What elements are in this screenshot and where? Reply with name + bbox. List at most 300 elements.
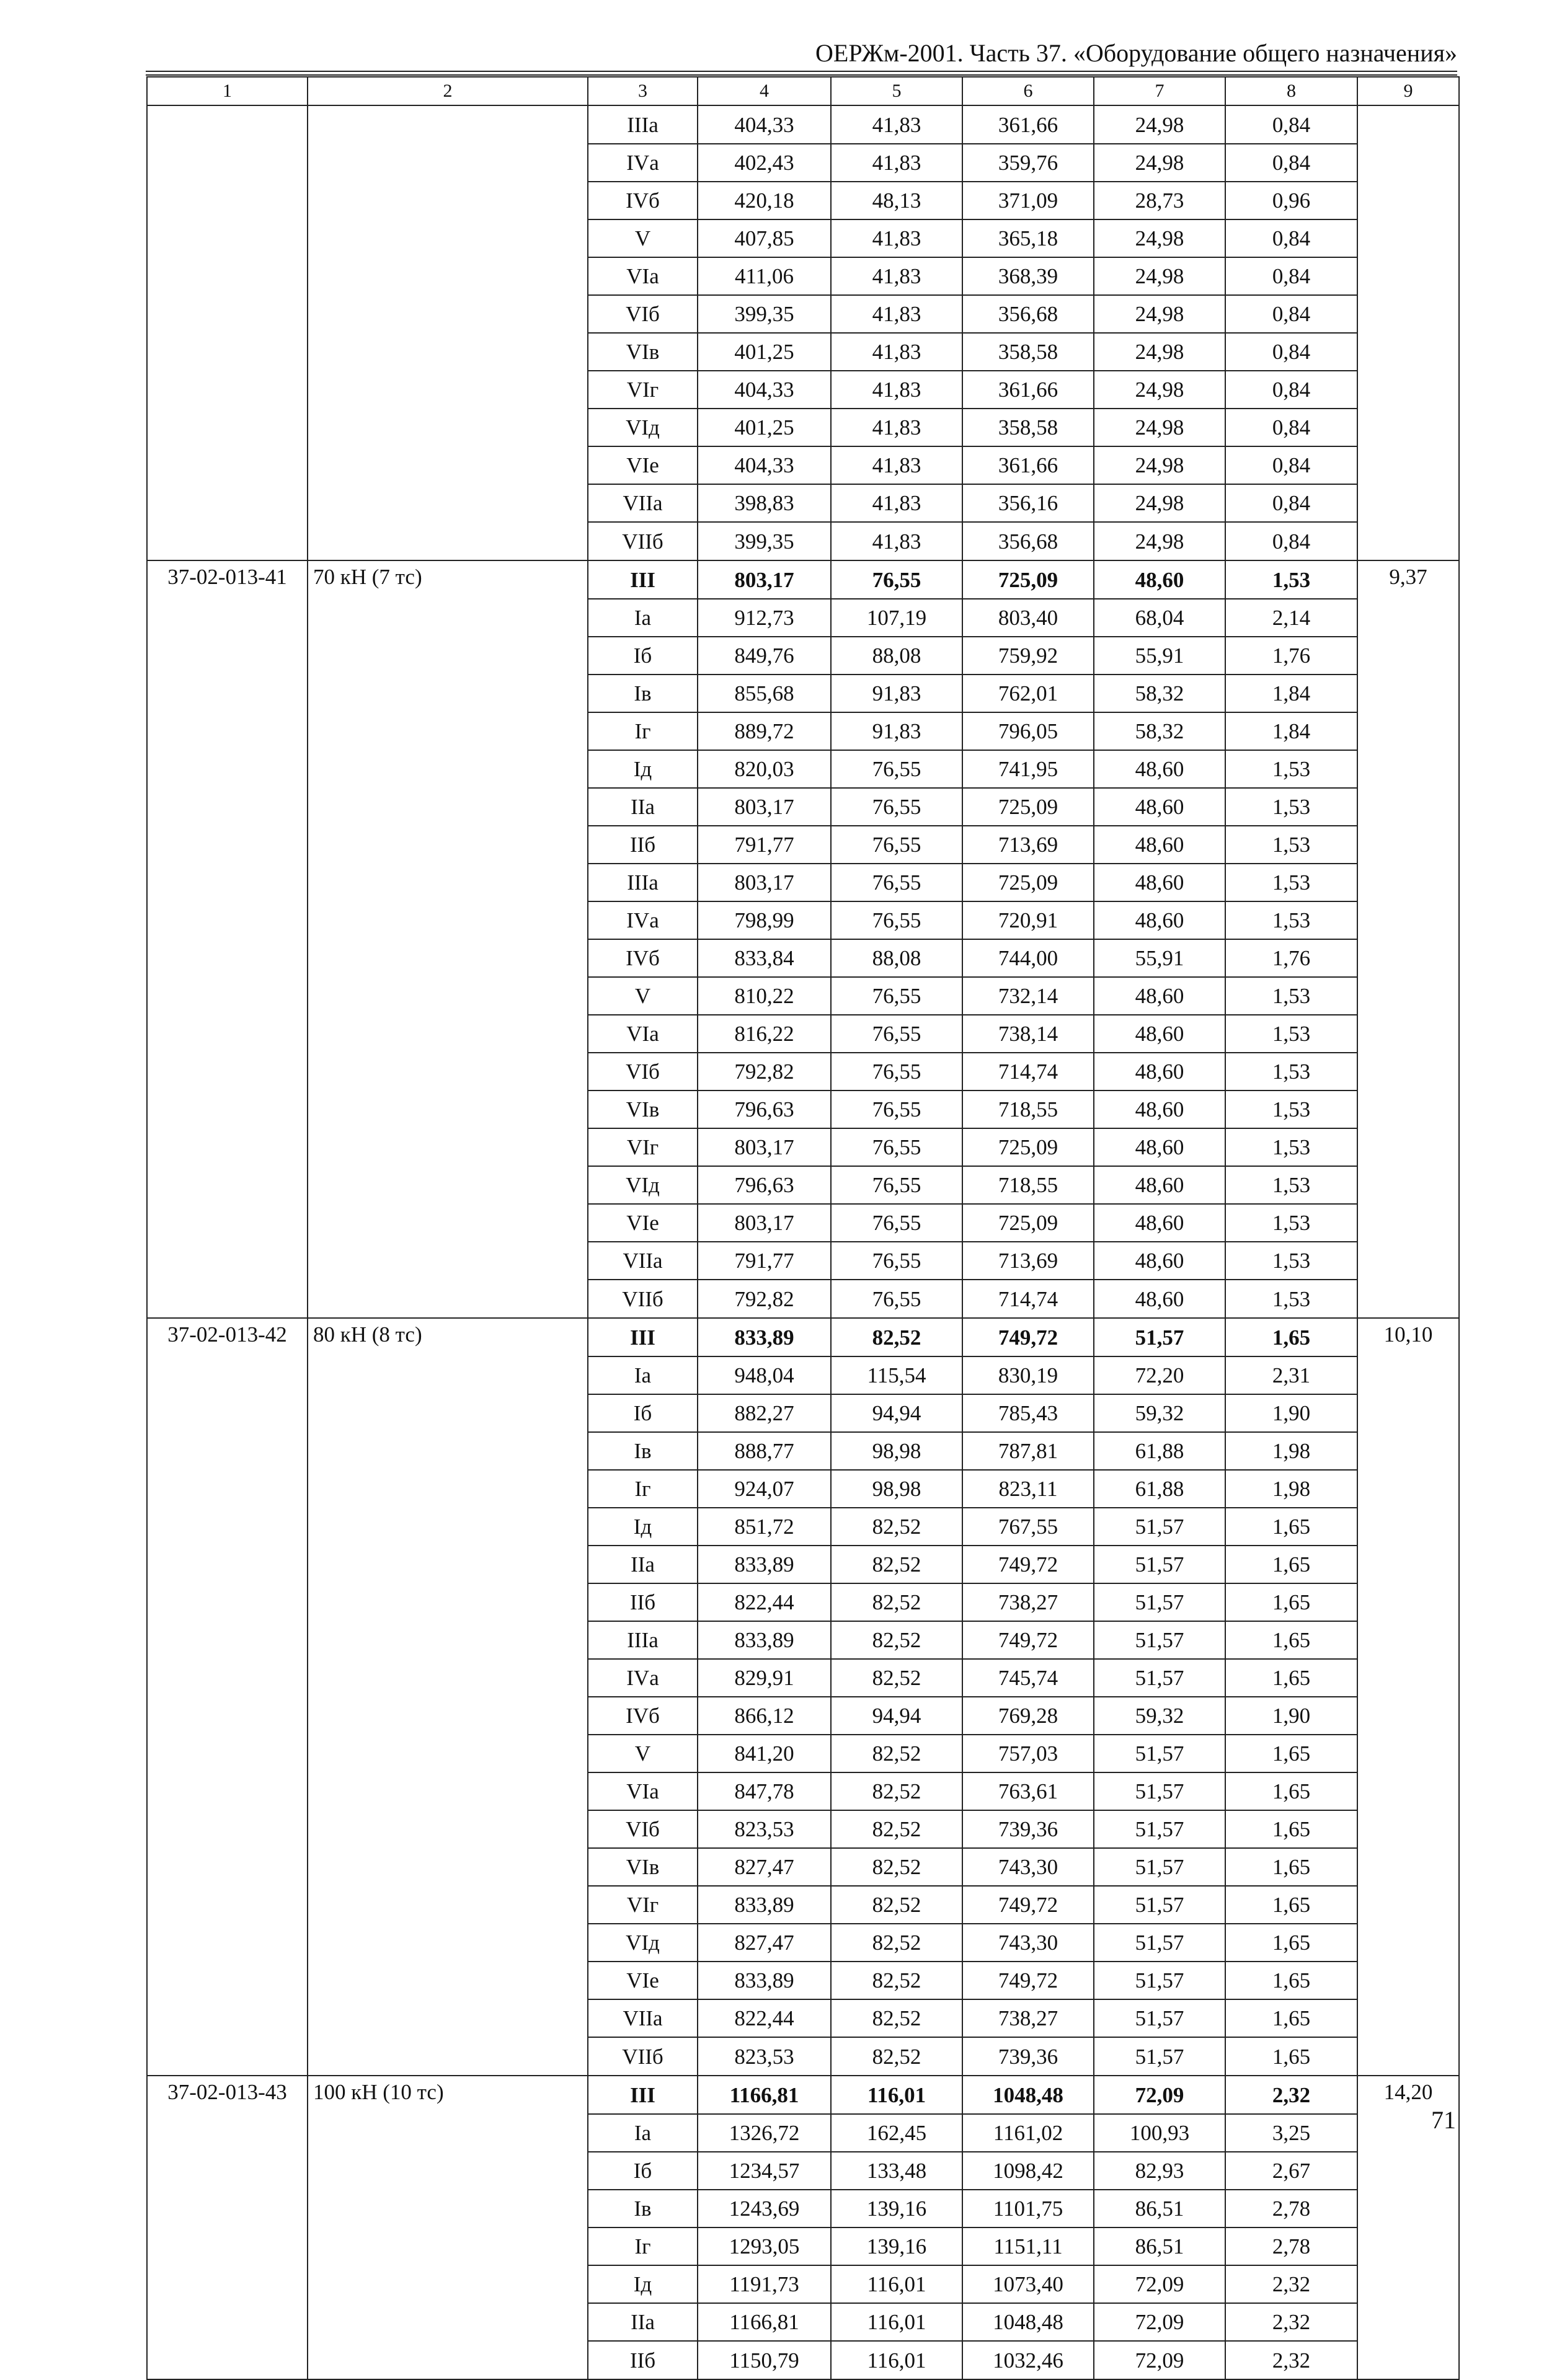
- value-cell: 55,91: [1094, 637, 1225, 675]
- value-cell: 0,84: [1225, 409, 1357, 446]
- table-row: [147, 446, 1459, 484]
- value-cell: 1,53: [1225, 1053, 1357, 1090]
- rate-code-cell: [147, 1394, 308, 1432]
- value-cell: 948,04: [698, 1356, 831, 1394]
- value-cell: 827,47: [698, 1848, 831, 1886]
- rate-name-cell: [308, 2303, 588, 2341]
- zone-cell: VIIа: [588, 484, 698, 522]
- zone-cell: VIг: [588, 371, 698, 409]
- rate-name-cell: [308, 750, 588, 788]
- value-cell: 816,22: [698, 1015, 831, 1053]
- rate-name-cell: [308, 1659, 588, 1697]
- value-cell: 48,13: [831, 182, 962, 219]
- value-cell: 803,17: [698, 1128, 831, 1166]
- table-row: [147, 1053, 1459, 1090]
- value-cell: 115,54: [831, 1356, 962, 1394]
- value-cell: 82,52: [831, 1583, 962, 1621]
- table-row: [147, 522, 1459, 560]
- rate-name-cell: [308, 295, 588, 333]
- value-cell: 41,83: [831, 219, 962, 257]
- value-cell: 58,32: [1094, 712, 1225, 750]
- value-cell: 1150,79: [698, 2341, 831, 2379]
- value-cell: 51,57: [1094, 1886, 1225, 1924]
- rate-code-cell: [147, 1583, 308, 1621]
- rate-name-cell: [308, 1962, 588, 1999]
- value-cell: 24,98: [1094, 219, 1225, 257]
- value-cell: 1,53: [1225, 977, 1357, 1015]
- table-row: [147, 1886, 1459, 1924]
- table-row: [147, 2076, 1459, 2114]
- value-cell: 61,88: [1094, 1432, 1225, 1470]
- value-cell: 82,52: [831, 1659, 962, 1697]
- column9-cell: [1357, 295, 1459, 333]
- rate-name-cell: [308, 1015, 588, 1053]
- header-rule: [146, 71, 1457, 72]
- table-row: [147, 484, 1459, 522]
- value-cell: 76,55: [831, 826, 962, 864]
- rate-name-cell: [308, 219, 588, 257]
- value-cell: 72,20: [1094, 1356, 1225, 1394]
- value-cell: 24,98: [1094, 484, 1225, 522]
- zone-cell: VIв: [588, 1848, 698, 1886]
- zone-cell: Iд: [588, 1508, 698, 1546]
- value-cell: 725,09: [962, 1128, 1094, 1166]
- value-cell: 1,65: [1225, 1924, 1357, 1962]
- table-row: [147, 2152, 1459, 2190]
- value-cell: 769,28: [962, 1697, 1094, 1735]
- zone-cell: Iа: [588, 2114, 698, 2152]
- column9-cell: [1357, 2190, 1459, 2227]
- column9-cell: [1357, 1848, 1459, 1886]
- table-row: [147, 1621, 1459, 1659]
- value-cell: 48,60: [1094, 901, 1225, 939]
- value-cell: 82,52: [831, 1772, 962, 1810]
- rate-name-cell: [308, 144, 588, 182]
- zone-cell: Iа: [588, 599, 698, 637]
- value-cell: 51,57: [1094, 1546, 1225, 1583]
- rate-name-cell: [308, 1280, 588, 1318]
- value-cell: 24,98: [1094, 409, 1225, 446]
- value-cell: 833,89: [698, 1886, 831, 1924]
- value-cell: 798,99: [698, 901, 831, 939]
- table-row: [147, 2227, 1459, 2265]
- zone-cell: Iв: [588, 1432, 698, 1470]
- column9-cell: [1357, 333, 1459, 371]
- value-cell: 830,19: [962, 1356, 1094, 1394]
- zone-cell: Iд: [588, 2265, 698, 2303]
- rate-name-cell: [308, 1356, 588, 1394]
- value-cell: 2,32: [1225, 2265, 1357, 2303]
- value-cell: 725,09: [962, 560, 1094, 599]
- table-row: [147, 257, 1459, 295]
- value-cell: 399,35: [698, 522, 831, 560]
- zone-cell: IIб: [588, 826, 698, 864]
- value-cell: 1048,48: [962, 2076, 1094, 2114]
- rate-code-cell: [147, 901, 308, 939]
- value-cell: 48,60: [1094, 1166, 1225, 1204]
- rate-code-cell: [147, 105, 308, 144]
- column9-cell: [1357, 1394, 1459, 1432]
- value-cell: 51,57: [1094, 1318, 1225, 1356]
- zone-cell: IIа: [588, 1546, 698, 1583]
- column9-cell: [1357, 1508, 1459, 1546]
- value-cell: 1,53: [1225, 826, 1357, 864]
- rate-name-cell: [308, 2152, 588, 2190]
- value-cell: 76,55: [831, 977, 962, 1015]
- column9-cell: [1357, 1735, 1459, 1772]
- value-cell: 116,01: [831, 2341, 962, 2379]
- value-cell: 1,65: [1225, 1621, 1357, 1659]
- rate-name-cell: [308, 2190, 588, 2227]
- rate-code-cell: [147, 522, 308, 560]
- value-cell: 401,25: [698, 333, 831, 371]
- column-number: 4: [698, 77, 831, 105]
- column9-cell: [1357, 1090, 1459, 1128]
- zone-cell: IIб: [588, 2341, 698, 2379]
- table-row: [147, 219, 1459, 257]
- value-cell: 404,33: [698, 446, 831, 484]
- value-cell: 82,93: [1094, 2152, 1225, 2190]
- value-cell: 855,68: [698, 675, 831, 712]
- value-cell: 51,57: [1094, 1583, 1225, 1621]
- value-cell: 76,55: [831, 1053, 962, 1090]
- rate-code-cell: [147, 1128, 308, 1166]
- column9-cell: [1357, 864, 1459, 901]
- value-cell: 796,63: [698, 1090, 831, 1128]
- page-number: 71: [1431, 2106, 1456, 2134]
- table-row: [147, 333, 1459, 371]
- value-cell: 24,98: [1094, 371, 1225, 409]
- rate-code-cell: [147, 637, 308, 675]
- value-cell: 889,72: [698, 712, 831, 750]
- value-cell: 48,60: [1094, 1053, 1225, 1090]
- value-cell: 1032,46: [962, 2341, 1094, 2379]
- rate-code-cell: [147, 977, 308, 1015]
- table-row: [147, 1242, 1459, 1280]
- value-cell: 48,60: [1094, 977, 1225, 1015]
- value-cell: 48,60: [1094, 788, 1225, 826]
- zone-cell: V: [588, 977, 698, 1015]
- column9-cell: [1357, 2152, 1459, 2190]
- value-cell: 833,84: [698, 939, 831, 977]
- value-cell: 1,65: [1225, 1772, 1357, 1810]
- value-cell: 1,65: [1225, 1546, 1357, 1583]
- value-cell: 91,83: [831, 675, 962, 712]
- value-cell: 162,45: [831, 2114, 962, 2152]
- zone-cell: VIв: [588, 1090, 698, 1128]
- value-cell: 98,98: [831, 1432, 962, 1470]
- value-cell: 738,27: [962, 1999, 1094, 2037]
- zone-cell: Iг: [588, 1470, 698, 1508]
- rate-code-cell: [147, 1090, 308, 1128]
- column-number-row: [147, 77, 1459, 105]
- value-cell: 823,53: [698, 1810, 831, 1848]
- rate-code-cell: [147, 1356, 308, 1394]
- table-row: [147, 1015, 1459, 1053]
- column9-cell: [1357, 750, 1459, 788]
- column9-cell: [1357, 371, 1459, 409]
- column9-cell: [1357, 1204, 1459, 1242]
- value-cell: 2,32: [1225, 2341, 1357, 2379]
- value-cell: 368,39: [962, 257, 1094, 295]
- value-cell: 1191,73: [698, 2265, 831, 2303]
- value-cell: 404,33: [698, 371, 831, 409]
- value-cell: 82,52: [831, 1735, 962, 1772]
- value-cell: 24,98: [1094, 333, 1225, 371]
- value-cell: 0,84: [1225, 484, 1357, 522]
- value-cell: 88,08: [831, 939, 962, 977]
- value-cell: 51,57: [1094, 2037, 1225, 2076]
- value-cell: 792,82: [698, 1053, 831, 1090]
- rate-code-cell: [147, 939, 308, 977]
- rate-code-cell: [147, 295, 308, 333]
- value-cell: 139,16: [831, 2190, 962, 2227]
- zone-cell: III: [588, 560, 698, 599]
- value-cell: 76,55: [831, 1242, 962, 1280]
- column9-cell: [1357, 901, 1459, 939]
- value-cell: 787,81: [962, 1432, 1094, 1470]
- value-cell: 82,52: [831, 1924, 962, 1962]
- value-cell: 1,53: [1225, 1090, 1357, 1128]
- value-cell: 76,55: [831, 1090, 962, 1128]
- value-cell: 407,85: [698, 219, 831, 257]
- zone-cell: IVб: [588, 182, 698, 219]
- rate-code-cell: [147, 1242, 308, 1280]
- column9-cell: [1357, 1924, 1459, 1962]
- column-number: 7: [1094, 77, 1225, 105]
- rate-code-cell: [147, 1848, 308, 1886]
- value-cell: 61,88: [1094, 1470, 1225, 1508]
- value-cell: 48,60: [1094, 864, 1225, 901]
- table-row: [147, 1204, 1459, 1242]
- value-cell: 718,55: [962, 1090, 1094, 1128]
- value-cell: 924,07: [698, 1470, 831, 1508]
- value-cell: 82,52: [831, 1318, 962, 1356]
- value-cell: 48,60: [1094, 1090, 1225, 1128]
- value-cell: 1,65: [1225, 1886, 1357, 1924]
- rate-name-cell: [308, 1697, 588, 1735]
- zone-cell: VIд: [588, 1166, 698, 1204]
- rate-name-cell: [308, 1810, 588, 1848]
- value-cell: 86,51: [1094, 2190, 1225, 2227]
- rate-name-cell: [308, 901, 588, 939]
- value-cell: 2,78: [1225, 2190, 1357, 2227]
- value-cell: 1,53: [1225, 1204, 1357, 1242]
- zone-cell: VIа: [588, 1015, 698, 1053]
- column-number: 1: [147, 77, 308, 105]
- value-cell: 1,98: [1225, 1432, 1357, 1470]
- rate-code-cell: [147, 2227, 308, 2265]
- value-cell: 1161,02: [962, 2114, 1094, 2152]
- rate-code-cell: [147, 2265, 308, 2303]
- table-row: [147, 1810, 1459, 1848]
- rate-name-cell: [308, 1886, 588, 1924]
- zone-cell: IVб: [588, 939, 698, 977]
- value-cell: 2,14: [1225, 599, 1357, 637]
- rate-code-cell: [147, 2114, 308, 2152]
- table-row: [147, 105, 1459, 144]
- value-cell: 51,57: [1094, 1924, 1225, 1962]
- value-cell: 1293,05: [698, 2227, 831, 2265]
- table-row: [147, 1546, 1459, 1583]
- table-row: [147, 1432, 1459, 1470]
- value-cell: 82,52: [831, 1546, 962, 1583]
- value-cell: 82,52: [831, 1999, 962, 2037]
- rate-name-cell: [308, 1924, 588, 1962]
- value-cell: 1,65: [1225, 1999, 1357, 2037]
- value-cell: 48,60: [1094, 826, 1225, 864]
- value-cell: 41,83: [831, 257, 962, 295]
- zone-cell: Iг: [588, 712, 698, 750]
- value-cell: 0,96: [1225, 182, 1357, 219]
- zone-cell: VIIб: [588, 1280, 698, 1318]
- rate-code-cell: [147, 371, 308, 409]
- rate-code-cell: [147, 257, 308, 295]
- value-cell: 1,65: [1225, 1583, 1357, 1621]
- rate-code-cell: [147, 1470, 308, 1508]
- rate-code-cell: [147, 1432, 308, 1470]
- zone-cell: V: [588, 1735, 698, 1772]
- value-cell: 1,53: [1225, 901, 1357, 939]
- value-cell: 51,57: [1094, 1848, 1225, 1886]
- value-cell: 2,67: [1225, 2152, 1357, 2190]
- value-cell: 3,25: [1225, 2114, 1357, 2152]
- zone-cell: IIIа: [588, 864, 698, 901]
- zone-cell: IVб: [588, 1697, 698, 1735]
- value-cell: 116,01: [831, 2076, 962, 2114]
- column-number: 5: [831, 77, 962, 105]
- value-cell: 720,91: [962, 901, 1094, 939]
- table-row: [147, 1735, 1459, 1772]
- rate-name-cell: [308, 1546, 588, 1583]
- value-cell: 82,52: [831, 1962, 962, 1999]
- value-cell: 133,48: [831, 2152, 962, 2190]
- value-cell: 1,65: [1225, 1735, 1357, 1772]
- value-cell: 827,47: [698, 1924, 831, 1962]
- table-row: [147, 2341, 1459, 2379]
- column9-cell: [1357, 675, 1459, 712]
- value-cell: 41,83: [831, 105, 962, 144]
- rate-code-cell: [147, 1508, 308, 1546]
- table-row: [147, 1280, 1459, 1318]
- value-cell: 76,55: [831, 1204, 962, 1242]
- table-row: [147, 371, 1459, 409]
- value-cell: 803,40: [962, 599, 1094, 637]
- value-cell: 1,53: [1225, 1128, 1357, 1166]
- value-cell: 98,98: [831, 1470, 962, 1508]
- value-cell: 51,57: [1094, 1735, 1225, 1772]
- rates-table: [146, 76, 1460, 2380]
- zone-cell: III: [588, 1318, 698, 1356]
- zone-cell: V: [588, 219, 698, 257]
- rate-code-cell: [147, 1962, 308, 1999]
- column9-cell: [1357, 1962, 1459, 1999]
- value-cell: 76,55: [831, 1280, 962, 1318]
- table-row: [147, 1999, 1459, 2037]
- column9-cell: [1357, 788, 1459, 826]
- value-cell: 88,08: [831, 637, 962, 675]
- value-cell: 361,66: [962, 446, 1094, 484]
- rate-name-cell: [308, 1053, 588, 1090]
- value-cell: 51,57: [1094, 1508, 1225, 1546]
- value-cell: 94,94: [831, 1697, 962, 1735]
- value-cell: 48,60: [1094, 1128, 1225, 1166]
- value-cell: 763,61: [962, 1772, 1094, 1810]
- table-row: [147, 560, 1459, 599]
- value-cell: 28,73: [1094, 182, 1225, 219]
- value-cell: 718,55: [962, 1166, 1094, 1204]
- value-cell: 888,77: [698, 1432, 831, 1470]
- value-cell: 51,57: [1094, 1772, 1225, 1810]
- value-cell: 1098,42: [962, 2152, 1094, 2190]
- rate-name-cell: [308, 182, 588, 219]
- rate-code-cell: [147, 1546, 308, 1583]
- table-row: [147, 1128, 1459, 1166]
- rate-name-cell: [308, 1621, 588, 1659]
- column9-cell: [1357, 1772, 1459, 1810]
- rate-code-cell: [147, 675, 308, 712]
- value-cell: 356,68: [962, 522, 1094, 560]
- value-cell: 58,32: [1094, 675, 1225, 712]
- value-cell: 359,76: [962, 144, 1094, 182]
- value-cell: 1,84: [1225, 675, 1357, 712]
- rate-code-cell: [147, 1280, 308, 1318]
- value-cell: 72,09: [1094, 2341, 1225, 2379]
- value-cell: 48,60: [1094, 750, 1225, 788]
- column9-cell: [1357, 1546, 1459, 1583]
- table-row: [147, 409, 1459, 446]
- value-cell: 116,01: [831, 2303, 962, 2341]
- zone-cell: Iд: [588, 750, 698, 788]
- value-cell: 803,17: [698, 788, 831, 826]
- value-cell: 713,69: [962, 1242, 1094, 1280]
- table-row: [147, 788, 1459, 826]
- value-cell: 851,72: [698, 1508, 831, 1546]
- zone-cell: III: [588, 2076, 698, 2114]
- rate-code-cell: [147, 2152, 308, 2190]
- value-cell: 912,73: [698, 599, 831, 637]
- value-cell: 1151,11: [962, 2227, 1094, 2265]
- column9-cell: [1357, 219, 1459, 257]
- value-cell: 51,57: [1094, 1659, 1225, 1697]
- column9-cell: [1357, 637, 1459, 675]
- value-cell: 1,65: [1225, 1508, 1357, 1546]
- column9-cell: [1357, 105, 1459, 144]
- value-cell: 2,31: [1225, 1356, 1357, 1394]
- rate-name-cell: [308, 257, 588, 295]
- value-cell: 1,65: [1225, 1848, 1357, 1886]
- value-cell: 791,77: [698, 1242, 831, 1280]
- value-cell: 107,19: [831, 599, 962, 637]
- value-cell: 356,16: [962, 484, 1094, 522]
- zone-cell: IIб: [588, 1583, 698, 1621]
- value-cell: 741,95: [962, 750, 1094, 788]
- rate-code-cell: [147, 1772, 308, 1810]
- value-cell: 739,36: [962, 2037, 1094, 2076]
- rate-name-cell: [308, 1848, 588, 1886]
- column9-cell: 14,20: [1357, 2076, 1459, 2114]
- table-body: [147, 77, 1459, 2379]
- rate-name-cell: [308, 977, 588, 1015]
- value-cell: 767,55: [962, 1508, 1094, 1546]
- value-cell: 749,72: [962, 1886, 1094, 1924]
- value-cell: 116,01: [831, 2265, 962, 2303]
- value-cell: 82,52: [831, 1886, 962, 1924]
- value-cell: 91,83: [831, 712, 962, 750]
- zone-cell: VIв: [588, 333, 698, 371]
- rate-code-cell: [147, 826, 308, 864]
- table-row: [147, 2190, 1459, 2227]
